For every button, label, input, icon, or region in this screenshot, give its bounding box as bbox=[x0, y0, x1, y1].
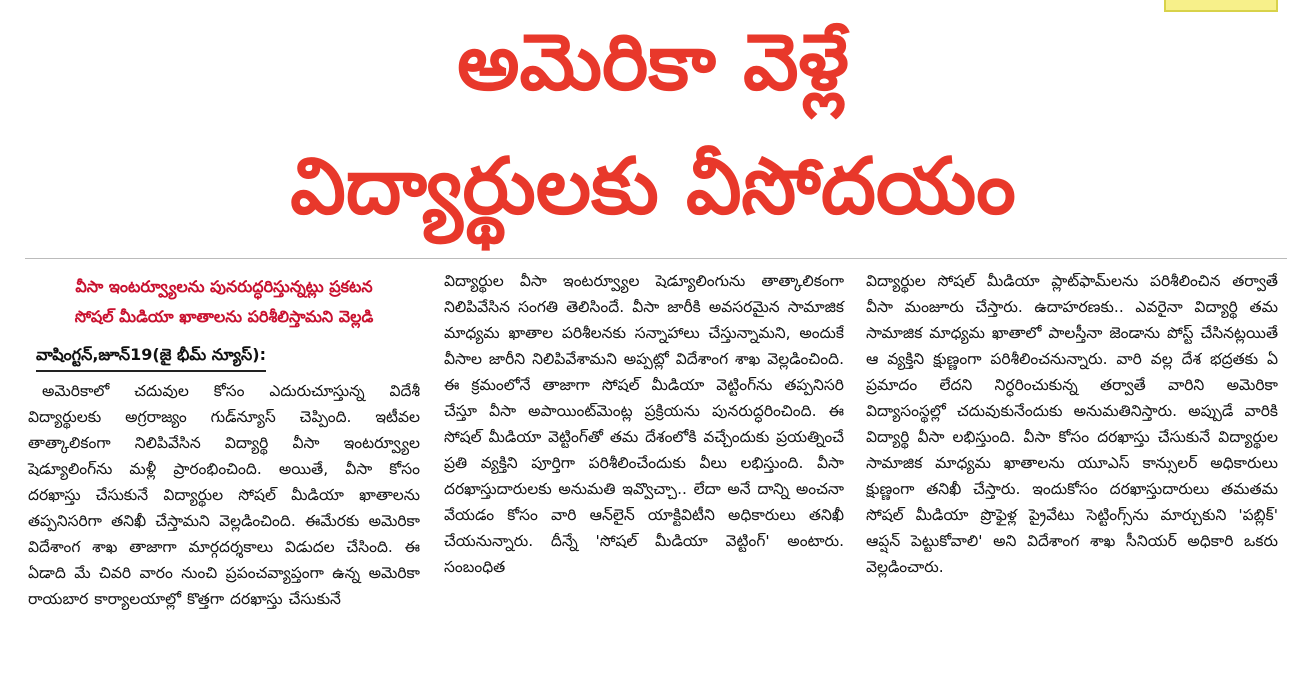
dateline: వాషింగ్టన్,జూన్19(జై భీమ్ న్యూస్): bbox=[36, 342, 266, 372]
article-column-1 bbox=[28, 268, 420, 612]
article-column-2 bbox=[444, 268, 844, 580]
body-text-column-2: విద్యార్థుల వీసా ఇంటర్వ్యూల షెడ్యూలింగును తాత్కాలికంగా నిలిపివేసిన సంగతి తెలిసిందే. వీసా జారీకి అవసరమైన సామాజిక మాధ్యమ ఖాతాల పరిశీలనకు సన్నాహాలు చేస్తున్నామని, అందుకే వీసాల జారీని నిలిపివేశామని అప్పట్లో విదేశాంగ శాఖ వెల్లడించింది. ఈ క్రమంలోనే తాజాగా సోషల్ మీడియా వెట్టింగ్‌ను తప్పనిసరి చేస్తూ వీసా అపాయింట్‌మెంట్ల ప్రక్రియను పునరుద్ధరించింది. ఈ సోషల్ మీడియా వెట్టింగ్‌తో తమ దేశంలోకి వచ్చేందుకు ప్రయత్నించే ప్రతి వ్యక్తిని పూర్తిగా పరిశీలించేందుకు వీలు లభిస్తుంది. వీసా దరఖాస్తుదారులకు అనుమతి ఇవ్వొచ్చా.. లేదా అనే దాన్ని అంచనా వేయడం కోసం వారి ఆన్‌లైన్ యాక్టివిటీని అధికారులు తనిఖీ చేయనున్నారు. దీన్నే 'సోషల్ మీడియా వెట్టింగ్' అంటారు. సంబంధిత bbox=[444, 272, 844, 576]
headline-line-1: అమెరికా వెళ్లే bbox=[457, 18, 849, 108]
body-text-column-3: విద్యార్థుల సోషల్ మీడియా ప్లాట్‌ఫామ్‌లను పరిశీలించిన తర్వాతే వీసా మంజూరు చేస్తారు. ఉదాహరణకు.. ఎవరైనా విద్యార్థి తమ సామాజిక మాధ్యమ ఖాతాలో పాలస్తీనా జెండాను పోస్ట్ చేసినట్లయితే ఆ వ్యక్తిని క్షుణ్ణంగా పరిశీలించనున్నారు. వారి వల్ల దేశ భద్రతకు ఏ ప్రమాదం లేదని నిర్ధరించుకున్న తర్వాతే వారిని అమెరికా విద్యాసంస్థల్లో చదువుకునేందుకు అనుమతినిస్తారు. అప్పుడే వారికి విద్యార్థి వీసా లభిస్తుంది. వీసా కోసం దరఖాస్తు చేసుకునే విద్యార్థుల సామాజిక మాధ్యమ ఖాతాలను యూఎస్ కాన్సులర్ అధికారులు క్షుణ్ణంగా తనిఖీ చేస్తారు. ఇందుకోసం దరఖాస్తుదారులు తమతమ సోషల్ మీడియా ప్రొఫైళ్ల ప్రైవేటు సెట్టింగ్స్‌ను మార్చుకుని 'పబ్లిక్' ఆప్షన్ పెట్టుకోవాలి' అని విదేశాంగ శాఖ సీనియర్ అధికారి ఒకరు వెల్లడించారు. bbox=[866, 272, 1278, 576]
headline-divider bbox=[25, 258, 1287, 259]
article-column-3 bbox=[866, 268, 1278, 580]
headline-line-2: విద్యార్థులకు వీసోదయం bbox=[290, 142, 1016, 232]
body-text-column-1: అమెరికాలో చదువుల కోసం ఎదురుచూస్తున్న విదేశీ విద్యార్థులకు అగ్రరాజ్యం గుడ్‌న్యూస్ చెప్పింది. ఇటీవల తాత్కాలికంగా నిలిపివేసిన విద్యార్థి వీసా ఇంటర్వ్యూల షెడ్యూలింగ్‌ను మళ్లీ ప్రారంభించింది. అయితే, వీసా కోసం దరఖాస్తు చేసుకునే విద్యార్థుల సోషల్ మీడియా ఖాతాలను తప్పనిసరిగా తనిఖీ చేస్తామని వెల్లడించింది. ఈమేరకు అమెరికా విదేశాంగ శాఖ తాజాగా మార్గదర్శకాలు విడుదల చేసింది. ఈ ఏడాది మే చివరి వారం నుంచి ప్రపంచవ్యాప్తంగా ఉన్న అమెరికా రాయబార కార్యాలయాల్లో కొత్తగా దరఖాస్తు చేసుకునే bbox=[28, 382, 420, 608]
subheadline bbox=[28, 272, 420, 332]
subheadline-line-2: సోషల్ మీడియా ఖాతాలను పరిశీలిస్తామని వెల్లడి bbox=[74, 307, 374, 326]
subheadline-line-1: వీసా ఇంటర్వ్యూలను పునరుద్ధరిస్తున్నట్లు ప్రకటన bbox=[75, 277, 373, 296]
